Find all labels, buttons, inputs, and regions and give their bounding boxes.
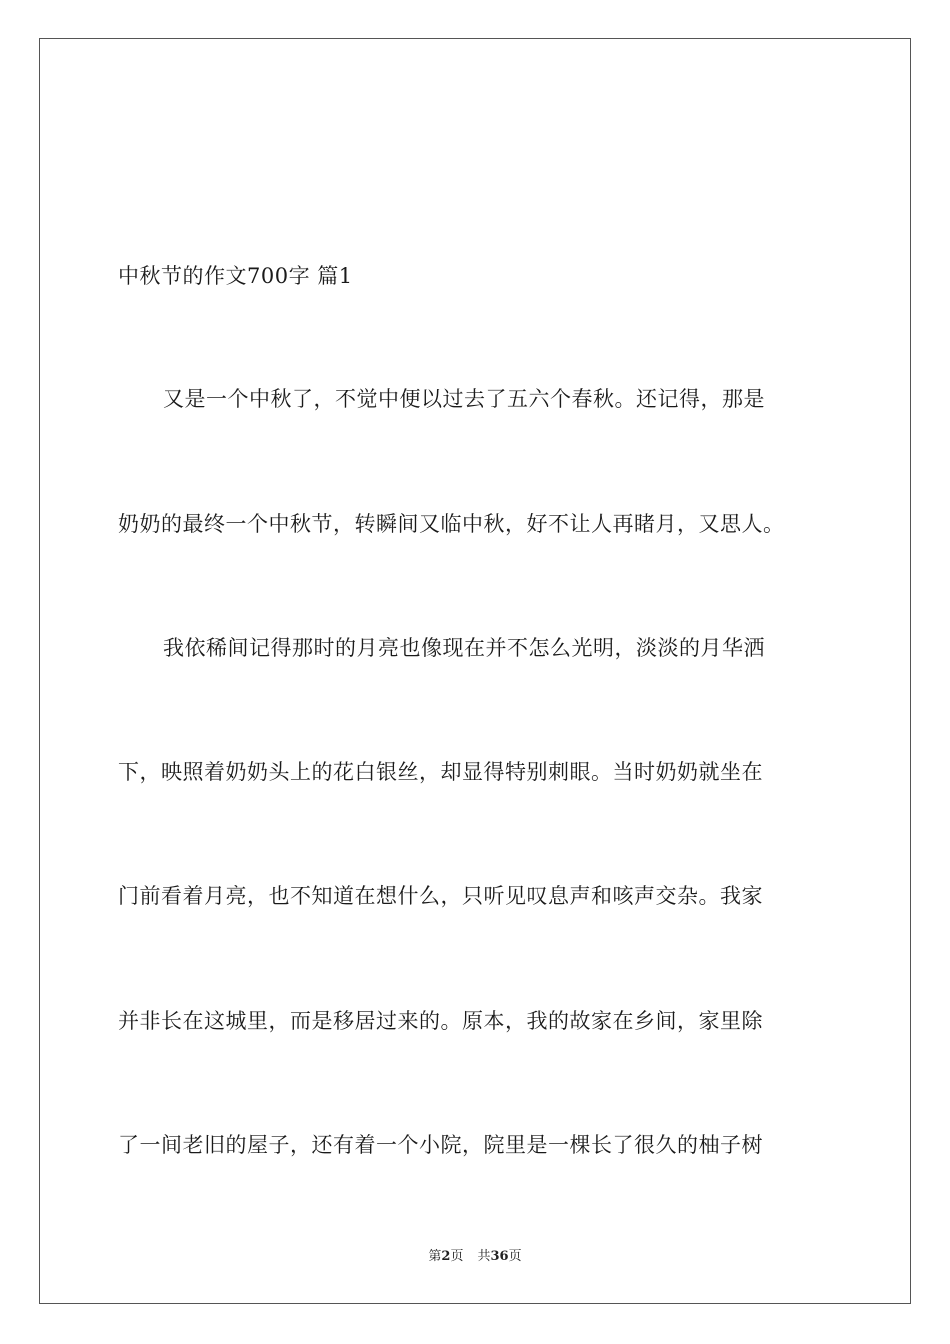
total-page-count: 36 bbox=[490, 1249, 509, 1264]
essay-title: 中秋节的作文700字 篇1 bbox=[118, 264, 353, 288]
page-footer bbox=[0, 1248, 950, 1266]
current-page-number: 2 bbox=[441, 1249, 451, 1264]
paragraph-line: 下，映照着奶奶头上的花白银丝，却显得特别刺眼。当时奶奶就坐在 bbox=[118, 760, 763, 784]
paragraph-line: 奶奶的最终一个中秋节，转瞬间又临中秋，好不让人再睹月，又思人。 bbox=[118, 512, 785, 536]
page-border bbox=[39, 38, 911, 1304]
paragraph-line: 了一间老旧的屋子，还有着一个小院，院里是一棵长了很久的柚子树 bbox=[118, 1133, 763, 1157]
total-suffix: 页 bbox=[508, 1249, 522, 1264]
paragraph-line: 门前看着月亮，也不知道在想什么，只听见叹息声和咳声交杂。我家 bbox=[118, 884, 763, 908]
total-prefix: 共 bbox=[477, 1249, 491, 1264]
paragraph-line: 又是一个中秋了，不觉中便以过去了五六个春秋。还记得，那是 bbox=[163, 387, 765, 411]
paragraph-line: 并非长在这城里，而是移居过来的。原本，我的故家在乡间，家里除 bbox=[118, 1009, 763, 1033]
page-suffix: 页 bbox=[450, 1249, 464, 1264]
paragraph-line: 我依稀间记得那时的月亮也像现在并不怎么光明，淡淡的月华洒 bbox=[163, 636, 765, 660]
page-prefix: 第 bbox=[428, 1249, 442, 1264]
